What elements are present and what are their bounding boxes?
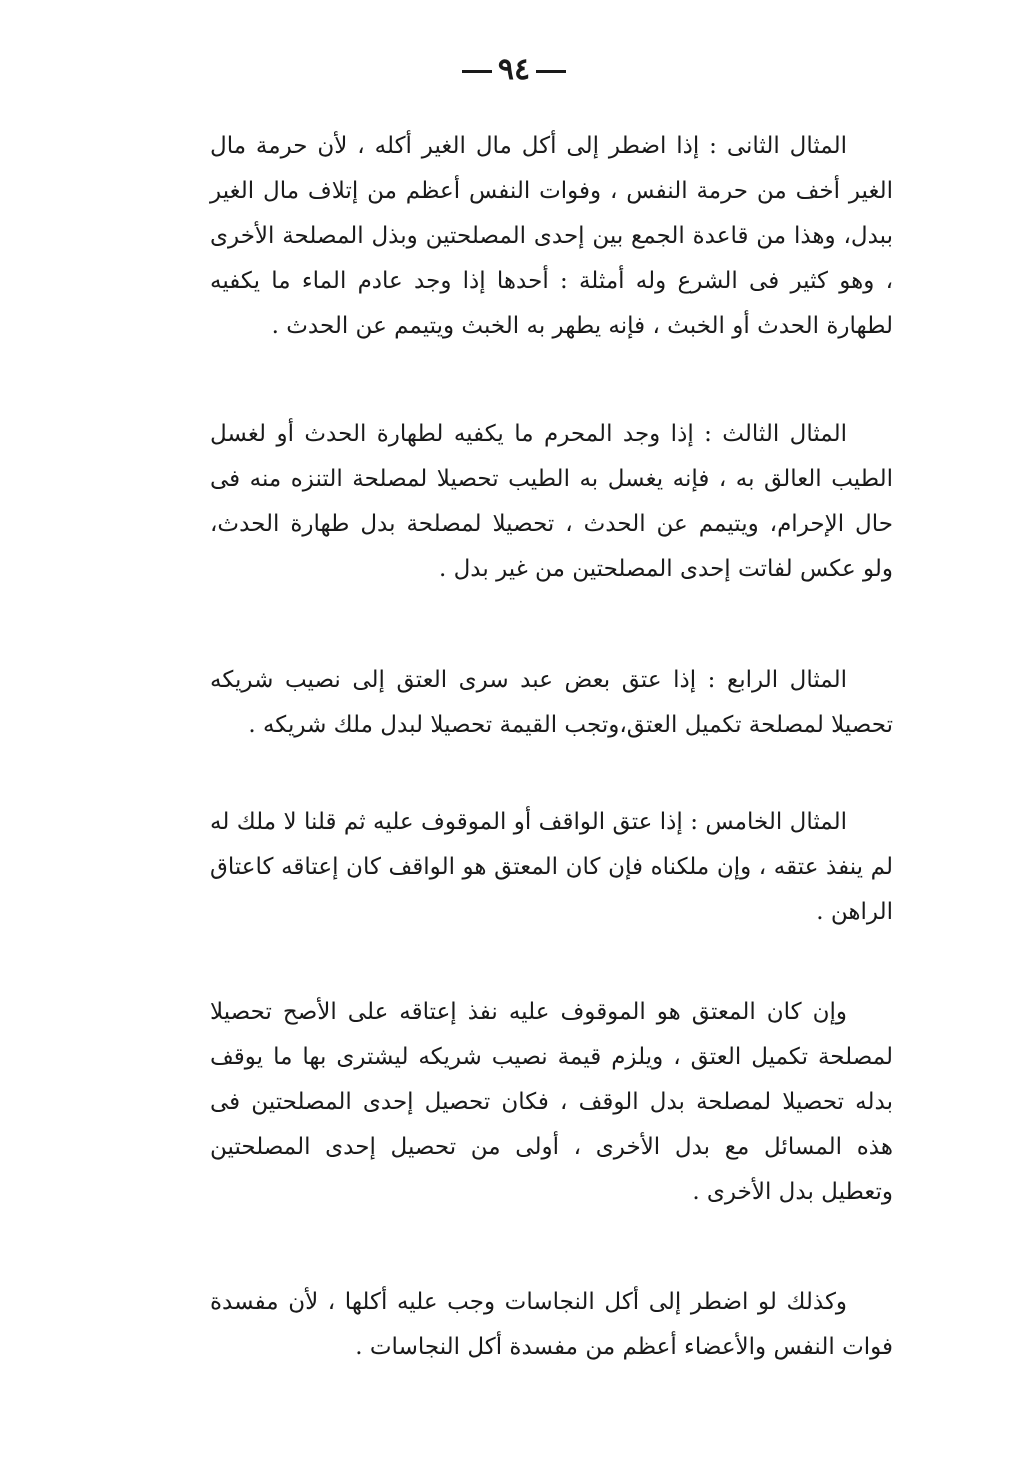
paragraph-example-five [210,800,893,935]
paragraph-text: المثال الخامس : إذا عتق الواقف أو الموقوف عليه ثم قلنا لا ملك له لم ينفذ عتقه ، وإن ملكناه فإن كان المعتق هو الواقف كان إعتاقه كاعتاق الراهن . [210,809,893,925]
paragraph-example-two [210,124,893,349]
page-number-text: ٩٤ [497,52,531,87]
paragraph-text: المثال الرابع : إذا عتق بعض عبد سرى العتق إلى نصيب شريكه تحصيلا لمصلحة تكميل العتق،وتجب القيمة تحصيلا لبدل ملك شريكه . [210,667,893,738]
paragraph-impurities [210,1280,893,1370]
paragraph-text: وإن كان المعتق هو الموقوف عليه نفذ إعتاقه على الأصح تحصيلا لمصلحة تكميل العتق ، ويلزم قيمة نصيب شريكه ليشترى بها ما يوقف بدله تحصيلا لمصلحة بدل الوقف ، فكان تحصيل إحدى المصلحتين فى هذه المسائل مع بدل الأخرى ، أولى من تحصيل إحدى المصلحتين وتعطيل بدل الأخرى . [210,999,893,1205]
paragraph-continuation [210,990,893,1215]
paragraph-text: وكذلك لو اضطر إلى أكل النجاسات وجب عليه أكلها ، لأن مفسدة فوات النفس والأعضاء أعظم من مفسدة أكل النجاسات . [210,1289,893,1360]
paragraph-example-three [210,412,893,592]
paragraph-text: المثال الثانى : إذا اضطر إلى أكل مال الغير أكله ، لأن حرمة مال الغير أخف من حرمة النفس ، وفوات النفس أعظم من إتلاف مال الغير ببدل، وهذا من قاعدة الجمع بين إحدى المصلحتين وبذل المصلحة الأخرى ، وهو كثير فى الشرع وله أمثلة : أحدها إذا وجد عادم الماء ما يكفيه لطهارة الحدث أو الخبث ، فإنه يطهر به الخبث ويتيمم عن الحدث . [210,133,893,339]
dash-left [462,70,492,73]
dash-right [536,70,566,73]
paragraph-example-four [210,658,893,748]
paragraph-text: المثال الثالث : إذا وجد المحرم ما يكفيه لطهارة الحدث أو لغسل الطيب العالق به ، فإنه يغسل به الطيب تحصيلا لمصلحة التنزه منه فى حال الإحرام، ويتيمم عن الحدث ، تحصيلا لمصلحة بدل طهارة الحدث، ولو عكس لفاتت إحدى المصلحتين من غير بدل . [210,421,893,582]
page-number [0,52,1028,87]
